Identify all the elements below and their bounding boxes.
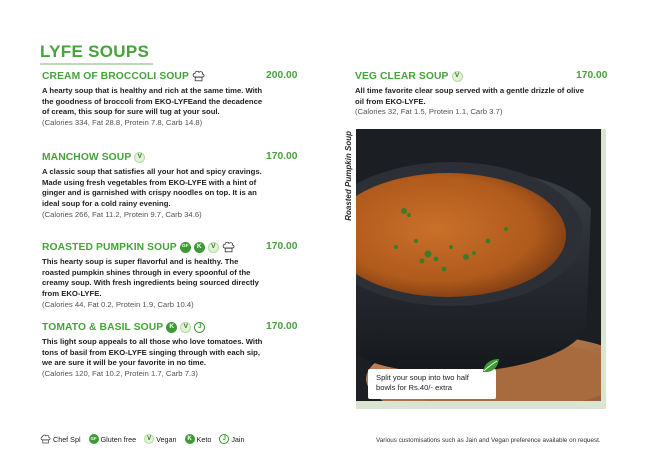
item-price: 170.00	[266, 151, 298, 162]
dietary-legend	[40, 434, 249, 444]
photo-caption: Roasted Pumpkin Soup	[344, 131, 353, 221]
item-name: MANCHOW SOUP	[42, 151, 132, 163]
soup-photo	[356, 129, 601, 401]
legend-label: Vegan	[156, 434, 177, 444]
legend-label: Chef Spl	[53, 434, 81, 444]
keto-badge-icon: K	[166, 322, 177, 333]
keto-badge-icon: K	[185, 434, 195, 444]
legend-vegan	[144, 434, 176, 444]
jain-badge-icon: J	[194, 322, 205, 333]
item-nutrition: (Calories 266, Fat 11.2, Protein 9.7, Carb 34.6)	[42, 209, 202, 219]
jain-badge-icon: J	[219, 434, 229, 444]
item-name: CREAM OF BROCCOLI SOUP	[42, 70, 189, 82]
keto-badge-icon: K	[194, 242, 205, 253]
item-nutrition: (Calories 120, Fat 10.2, Protein 1.7, Carb 7.3)	[42, 369, 198, 379]
vegan-badge-icon: V	[208, 242, 219, 253]
customisation-footnote: Various customisations such as Jain and Vegan preference available on request.	[376, 437, 601, 444]
item-nutrition: (Calories 44, Fat 0.2, Protein 1.9, Carb 10.4)	[42, 299, 194, 309]
item-price: 200.00	[266, 70, 298, 81]
item-name: VEG CLEAR SOUP	[355, 70, 449, 82]
item-description: All time favorite clear soup served with a gentle drizzle of olive oil from EKO-LYFE.	[355, 86, 584, 106]
gluten-free-badge-icon: GF	[89, 434, 99, 444]
item-nutrition: (Calories 32, Fat 1.5, Protein 1.1, Carb 3.7)	[355, 107, 503, 117]
legend-label: Jain	[231, 434, 245, 444]
chef-hat-icon	[222, 241, 235, 253]
item-description: This light soup appeals to all those who love tomatoes. With tons of basil from EKO-LYFE singing through with each sip, we are sure it will be your favorite in no time.	[42, 337, 263, 368]
legend-jain	[219, 434, 244, 444]
item-nutrition: (Calories 334, Fat 28.8, Protein 7.8, Carb 14.8)	[42, 118, 203, 128]
menu-item-veg-clear	[355, 69, 595, 118]
item-name: ROASTED PUMPKIN SOUP	[42, 241, 177, 253]
item-price: 170.00	[266, 321, 298, 332]
legend-label: Keto	[196, 434, 212, 444]
item-description: A classic soup that satisfies all your hot and spicy cravings. Made using fresh vegetables from EKO-LYFE with a hint of ginger and is garnished with crispy noodles on top. It is an ideal soup for a cold rainy evening.	[42, 167, 262, 209]
chef-hat-icon	[192, 70, 205, 82]
item-description: A hearty soup that is healthy and rich at the same time. With the goodness of broccoli from EKO-LYFEand the decadence of cream, this soup for sure will tug at your soul.	[42, 86, 263, 117]
menu-item-tomato-basil	[42, 320, 268, 380]
item-name: TOMATO & BASIL SOUP	[42, 321, 164, 333]
legend-gluten-free	[89, 434, 137, 444]
legend-keto	[185, 434, 212, 444]
legend-chef-special	[40, 434, 81, 444]
promo-note: Split your soup into two half bowls for Rs.40/- extra	[368, 369, 496, 399]
chef-hat-icon	[40, 434, 51, 444]
section-title: LYFE SOUPS	[40, 42, 153, 65]
leaf-icon	[482, 358, 500, 374]
item-price: 170.00	[266, 241, 298, 252]
vegan-badge-icon: V	[180, 322, 191, 333]
vegan-badge-icon: V	[134, 152, 145, 163]
item-price: 170.00	[576, 70, 608, 81]
menu-item-roasted-pumpkin	[42, 240, 268, 311]
menu-item-manchow	[42, 150, 268, 221]
gluten-free-badge-icon: GF	[180, 242, 191, 253]
vegan-badge-icon: V	[452, 71, 463, 82]
vegan-badge-icon: V	[144, 434, 154, 444]
menu-item-cream-of-broccoli	[42, 69, 268, 129]
legend-label: Gluten free	[100, 434, 137, 444]
item-description: This hearty soup is super flavorful and is healthy. The roasted pumpkin shines through in every spoonful of the creamy soup. With fresh ingredients being sourced directly from EKO-LYFE.	[42, 257, 259, 299]
